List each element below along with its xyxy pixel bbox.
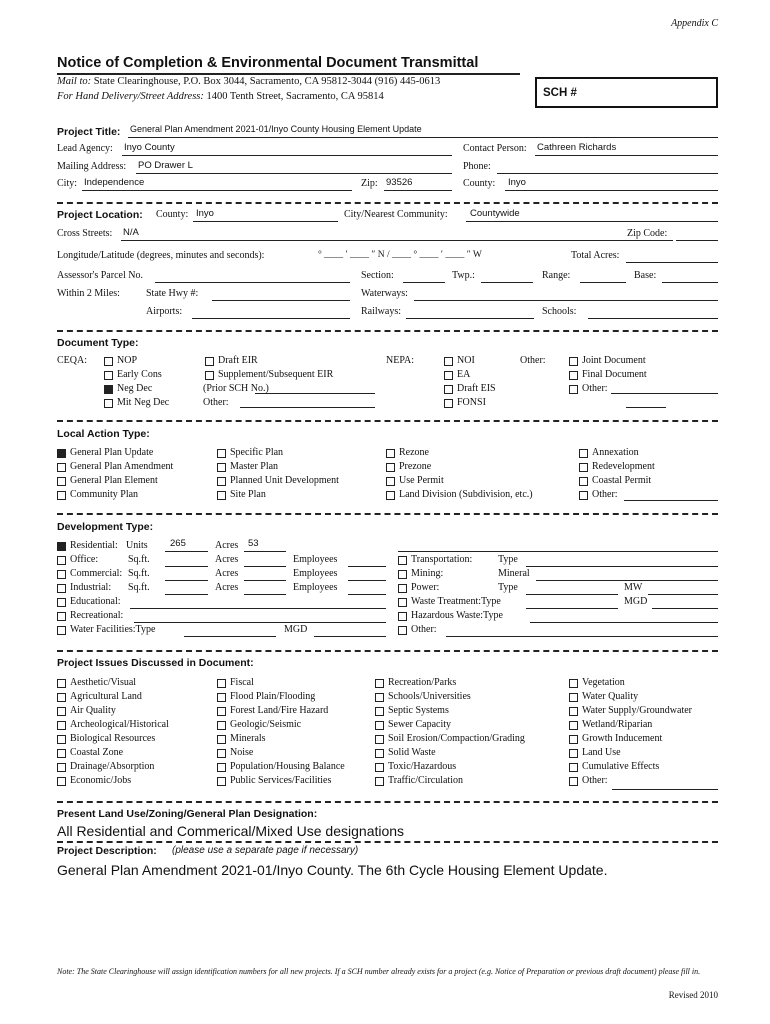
issue-public-services-facilities-checkbox[interactable] — [217, 777, 226, 786]
power-mw-label: MW — [624, 582, 643, 593]
issue-solid-waste-label: Solid Waste — [388, 747, 436, 758]
local-general-plan-update-checkbox[interactable] — [57, 449, 66, 458]
hwy-label: State Hwy #: — [146, 288, 199, 299]
units-value[interactable]: 265 — [170, 538, 186, 549]
development-type-label: Development Type: — [57, 521, 154, 533]
local-site-plan-label: Site Plan — [230, 489, 266, 500]
issue-population-housing-balance-label: Population/Housing Balance — [230, 761, 345, 772]
nepa-noi-checkbox[interactable] — [444, 357, 453, 366]
dev-office-employees-label: Employees — [293, 554, 338, 565]
dev-industrial-checkbox[interactable] — [57, 584, 66, 593]
revised-label: Revised 2010 — [668, 990, 718, 1000]
nepa-noi-label: NOI — [457, 355, 475, 366]
city-label: City: — [57, 178, 78, 189]
ceqa-other-label: Other: — [203, 397, 229, 408]
issue-land-use-checkbox[interactable] — [569, 749, 578, 758]
issue-vegetation-label: Vegetation — [582, 677, 625, 688]
dev-water-facilities-type-label: Water Facilities:Type — [70, 624, 156, 635]
issue-air-quality-label: Air Quality — [70, 705, 116, 716]
local-general-plan-element-label: General Plan Element — [70, 475, 158, 486]
issue-fiscal-checkbox[interactable] — [217, 679, 226, 688]
dev-educational-checkbox[interactable] — [57, 598, 66, 607]
water-mgd-label: MGD — [284, 624, 308, 635]
hand-delivery-label: For Hand Delivery/Street Address: — [57, 91, 204, 102]
dev-industrial-sqft-label: Sq.ft. — [128, 582, 150, 593]
issue-biological-resources-label: Biological Resources — [70, 733, 156, 744]
local-use-permit-label: Use Permit — [399, 475, 444, 486]
nepa-label: NEPA: — [386, 355, 414, 366]
issue-water-quality-label: Water Quality — [582, 691, 639, 702]
total-acres-label: Total Acres: — [571, 250, 620, 261]
ceqa-label: CEQA: — [57, 355, 87, 366]
project-title-value[interactable]: General Plan Amendment 2021-01/Inyo County Housing Element Update — [130, 124, 422, 134]
description-note: (please use a separate page if necessary) — [172, 845, 359, 856]
issues-label: Project Issues Discussed in Document: — [57, 657, 254, 669]
ceqa-prior-sch-no-label: (Prior SCH No.) — [203, 383, 269, 394]
issue-public-services-facilities-label: Public Services/Facilities — [230, 775, 332, 786]
mail-to-line — [57, 76, 440, 87]
issue-solid-waste-checkbox[interactable] — [375, 749, 384, 758]
local-specific-plan-checkbox[interactable] — [217, 449, 226, 458]
lat-long-marks[interactable]: ° ____ ′ ____ ″ N / ____ ° ____ ′ ____ ″ W — [318, 250, 482, 260]
issue-sewer-capacity-label: Sewer Capacity — [388, 719, 452, 730]
loc-county-value[interactable]: Inyo — [196, 208, 214, 219]
issue-water-supply-groundwater-label: Water Supply/Groundwater — [582, 705, 692, 716]
dev-office-sqft-label: Sq.ft. — [128, 554, 150, 565]
document-type-label: Document Type: — [57, 337, 139, 349]
issue-cumulative-effects-checkbox[interactable] — [569, 763, 578, 772]
local-land-division-subdivision-etc-checkbox[interactable] — [386, 491, 395, 500]
local-redevelopment-checkbox[interactable] — [579, 463, 588, 472]
description-label: Project Description: — [57, 845, 157, 857]
local-site-plan-checkbox[interactable] — [217, 491, 226, 500]
local-other-label: Other: — [592, 489, 618, 500]
dev-commercial-label: Commercial: — [70, 568, 123, 579]
cross-streets-value[interactable]: N/A — [123, 227, 139, 238]
local-master-plan-checkbox[interactable] — [217, 463, 226, 472]
issue-agricultural-land-checkbox[interactable] — [57, 693, 66, 702]
issue-air-quality-checkbox[interactable] — [57, 707, 66, 716]
lat-long-label: Longitude/Latitude (degrees, minutes and seconds): — [57, 250, 265, 261]
issue-agricultural-land-label: Agricultural Land — [70, 691, 142, 702]
dev-industrial-label: Industrial: — [70, 582, 112, 593]
local-annexation-checkbox[interactable] — [579, 449, 588, 458]
within-miles-label: Within 2 Miles: — [57, 288, 120, 299]
doc-other-final-document-label: Final Document — [582, 369, 647, 380]
issue-other-checkbox[interactable] — [569, 777, 578, 786]
local-prezone-label: Prezone — [399, 461, 432, 472]
issue-growth-inducement-checkbox[interactable] — [569, 735, 578, 744]
issue-toxic-hazardous-label: Toxic/Hazardous — [388, 761, 457, 772]
ceqa-early-cons-label: Early Cons — [117, 369, 162, 380]
issue-biological-resources-checkbox[interactable] — [57, 735, 66, 744]
dev-transportation-checkbox[interactable] — [398, 556, 407, 565]
ceqa-draft-eir-checkbox[interactable] — [205, 357, 214, 366]
doc-other-final-document-checkbox[interactable] — [569, 371, 578, 380]
local-general-plan-amendment-checkbox[interactable] — [57, 463, 66, 472]
mail-to-label: Mail to: — [57, 76, 92, 87]
zip-value[interactable]: 93526 — [386, 177, 413, 188]
dev-transportation-label: Transportation: — [411, 554, 473, 565]
residential-checkbox[interactable] — [57, 542, 66, 551]
community-label: City/Nearest Community: — [344, 209, 448, 220]
transportation-type-label: Type — [498, 554, 518, 565]
local-planned-unit-development-label: Planned Unit Development — [230, 475, 339, 486]
nepa-fonsi-label: FONSI — [457, 397, 486, 408]
local-specific-plan-label: Specific Plan — [230, 447, 284, 458]
power-type-label: Type — [498, 582, 518, 593]
airports-label: Airports: — [146, 306, 183, 317]
issue-schools-universities-label: Schools/Universities — [388, 691, 471, 702]
dev-office-checkbox[interactable] — [57, 556, 66, 565]
ceqa-mit-neg-dec-checkbox[interactable] — [104, 399, 113, 408]
dev-commercial-sqft-label: Sq.ft. — [128, 568, 150, 579]
ceqa-nop-checkbox[interactable] — [104, 357, 113, 366]
issue-septic-systems-checkbox[interactable] — [375, 707, 384, 716]
contact-label: Contact Person: — [463, 143, 527, 154]
description-value[interactable]: General Plan Amendment 2021-01/Inyo County. The 6th Cycle Housing Element Update. — [57, 862, 608, 878]
issue-geologic-seismic-checkbox[interactable] — [217, 721, 226, 730]
land-use-value[interactable]: All Residential and Commerical/Mixed Use designations — [57, 823, 405, 839]
issue-drainage-absorption-checkbox[interactable] — [57, 763, 66, 772]
ceqa-nop-label: NOP — [117, 355, 138, 366]
issue-geologic-seismic-label: Geologic/Seismic — [230, 719, 302, 730]
sch-number-box[interactable] — [535, 77, 718, 108]
section-label: Section: — [361, 270, 394, 281]
dev-industrial-employees-label: Employees — [293, 582, 338, 593]
project-location-label: Project Location: — [57, 209, 143, 221]
issue-fiscal-label: Fiscal — [230, 677, 254, 688]
issue-toxic-hazardous-checkbox[interactable] — [375, 763, 384, 772]
dev-office-label: Office: — [70, 554, 99, 565]
waterways-label: Waterways: — [361, 288, 408, 299]
dev-mining-checkbox[interactable] — [398, 570, 407, 579]
issue-coastal-zone-label: Coastal Zone — [70, 747, 124, 758]
appendix-label: Appendix C — [671, 18, 718, 29]
ceqa-neg-dec-checkbox[interactable] — [104, 385, 113, 394]
issue-flood-plain-flooding-label: Flood Plain/Flooding — [230, 691, 316, 702]
issue-noise-label: Noise — [230, 747, 254, 758]
issue-water-supply-groundwater-checkbox[interactable] — [569, 707, 578, 716]
dev-commercial-employees-label: Employees — [293, 568, 338, 579]
lead-agency-value[interactable]: Inyo County — [124, 142, 175, 153]
local-general-plan-update-label: General Plan Update — [70, 447, 154, 458]
waste-mgd-label: MGD — [624, 596, 648, 607]
local-community-plan-label: Community Plan — [70, 489, 139, 500]
dev-commercial-checkbox[interactable] — [57, 570, 66, 579]
local-use-permit-checkbox[interactable] — [386, 477, 395, 486]
schools-label: Schools: — [542, 306, 577, 317]
dev-other-label: Other: — [411, 624, 437, 635]
issue-flood-plain-flooding-checkbox[interactable] — [217, 693, 226, 702]
hand-delivery-address: 1400 Tenth Street, Sacramento, CA 95814 — [206, 91, 384, 102]
issue-wetland-riparian-label: Wetland/Riparian — [582, 719, 653, 730]
issue-cumulative-effects-label: Cumulative Effects — [582, 761, 660, 772]
issue-other-label: Other: — [582, 775, 608, 786]
dev-educational-label: Educational: — [70, 596, 121, 607]
county-label: County: — [463, 178, 496, 189]
ceqa-draft-eir-label: Draft EIR — [218, 355, 258, 366]
city-value[interactable]: Independence — [84, 177, 145, 188]
issue-archeological-historical-checkbox[interactable] — [57, 721, 66, 730]
dev-other-checkbox[interactable] — [398, 626, 407, 635]
issue-vegetation-checkbox[interactable] — [569, 679, 578, 688]
cross-streets-label: Cross Streets: — [57, 228, 113, 239]
footer-note: Note: The State Clearinghouse will assign identification numbers for all new projects. If a SCH number already exists for a project (e.g. Notice of Preparation or previous draft document) please fill in. — [57, 967, 701, 976]
issue-septic-systems-label: Septic Systems — [388, 705, 449, 716]
hand-delivery-line — [57, 91, 384, 102]
dev-hazardous-waste-type-label: Hazardous Waste:Type — [411, 610, 503, 621]
dev-recreational-checkbox[interactable] — [57, 612, 66, 621]
issue-soil-erosion-compaction-grading-label: Soil Erosion/Compaction/Grading — [388, 733, 525, 744]
dev-commercial-acres-label: Acres — [215, 568, 239, 579]
local-rezone-label: Rezone — [399, 447, 429, 458]
issue-land-use-label: Land Use — [582, 747, 621, 758]
base-label: Base: — [634, 270, 657, 281]
issue-minerals-label: Minerals — [230, 733, 266, 744]
zip-label: Zip: — [361, 178, 378, 189]
local-redevelopment-label: Redevelopment — [592, 461, 655, 472]
mailing-label: Mailing Address: — [57, 161, 127, 172]
ceqa-supplement-subsequent-eir-checkbox[interactable] — [205, 371, 214, 380]
nepa-ea-label: EA — [457, 369, 471, 380]
dev-industrial-acres-label: Acres — [215, 582, 239, 593]
local-land-division-subdivision-etc-label: Land Division (Subdivision, etc.) — [399, 489, 533, 500]
doc-other-joint-document-label: Joint Document — [582, 355, 646, 366]
phone-label: Phone: — [463, 161, 491, 172]
mailing-value[interactable]: PO Drawer L — [138, 160, 193, 171]
form-title: Notice of Completion & Environmental Document Transmittal — [57, 55, 479, 71]
local-other-checkbox[interactable] — [579, 491, 588, 500]
local-general-plan-amendment-label: General Plan Amendment — [70, 461, 174, 472]
units-label: Units — [126, 540, 148, 551]
zip-code-label: Zip Code: — [627, 228, 668, 239]
issue-wetland-riparian-checkbox[interactable] — [569, 721, 578, 730]
project-title-label: Project Title: — [57, 126, 121, 138]
issue-sewer-capacity-checkbox[interactable] — [375, 721, 384, 730]
issue-drainage-absorption-label: Drainage/Absorption — [70, 761, 155, 772]
contact-value[interactable]: Cathreen Richards — [537, 142, 617, 153]
issue-coastal-zone-checkbox[interactable] — [57, 749, 66, 758]
issue-growth-inducement-label: Growth Inducement — [582, 733, 663, 744]
issue-forest-land-fire-hazard-checkbox[interactable] — [217, 707, 226, 716]
issue-forest-land-fire-hazard-label: Forest Land/Fire Hazard — [230, 705, 329, 716]
local-annexation-label: Annexation — [592, 447, 639, 458]
residential-label: Residential: — [70, 540, 118, 551]
issue-recreation-parks-checkbox[interactable] — [375, 679, 384, 688]
nepa-ea-checkbox[interactable] — [444, 371, 453, 380]
doc-other-joint-document-checkbox[interactable] — [569, 357, 578, 366]
issue-aesthetic-visual-label: Aesthetic/Visual — [70, 677, 137, 688]
dev-recreational-label: Recreational: — [70, 610, 124, 621]
issue-economic-jobs-label: Economic/Jobs — [70, 775, 132, 786]
range-label: Range: — [542, 270, 571, 281]
dev-water-facilities-type-checkbox[interactable] — [57, 626, 66, 635]
issue-economic-jobs-checkbox[interactable] — [57, 777, 66, 786]
dev-hazardous-waste-type-checkbox[interactable] — [398, 612, 407, 621]
ceqa-early-cons-checkbox[interactable] — [104, 371, 113, 380]
issue-minerals-checkbox[interactable] — [217, 735, 226, 744]
ceqa-supplement-subsequent-eir-label: Supplement/Subsequent EIR — [218, 369, 334, 380]
issue-population-housing-balance-checkbox[interactable] — [217, 763, 226, 772]
issue-traffic-circulation-label: Traffic/Circulation — [388, 775, 463, 786]
local-general-plan-element-checkbox[interactable] — [57, 477, 66, 486]
dev-waste-treatment-type-checkbox[interactable] — [398, 598, 407, 607]
issue-recreation-parks-label: Recreation/Parks — [388, 677, 457, 688]
dev-mining-label: Mining: — [411, 568, 444, 579]
lead-agency-label: Lead Agency: — [57, 143, 113, 154]
doc-other-other-checkbox[interactable] — [569, 385, 578, 394]
railways-label: Railways: — [361, 306, 401, 317]
land-use-label: Present Land Use/Zoning/General Plan Designation: — [57, 808, 318, 820]
dev-power-checkbox[interactable] — [398, 584, 407, 593]
issue-archeological-historical-label: Archeological/Historical — [70, 719, 169, 730]
issue-traffic-circulation-checkbox[interactable] — [375, 777, 384, 786]
local-coastal-permit-label: Coastal Permit — [592, 475, 652, 486]
issue-soil-erosion-compaction-grading-checkbox[interactable] — [375, 735, 384, 744]
doc-other-other-label: Other: — [582, 383, 608, 394]
mail-to-address: State Clearinghouse, P.O. Box 3044, Sacramento, CA 95812-3044 (916) 445-0613 — [93, 76, 441, 87]
parcel-label: Assessor's Parcel No. — [57, 270, 143, 281]
res-acres-label: Acres — [215, 540, 239, 551]
ceqa-mit-neg-dec-label: Mit Neg Dec — [117, 397, 170, 408]
dev-office-acres-label: Acres — [215, 554, 239, 565]
local-rezone-checkbox[interactable] — [386, 449, 395, 458]
loc-county-label: County: — [156, 209, 189, 220]
twp-label: Twp.: — [452, 270, 475, 281]
nepa-draft-eis-label: Draft EIS — [457, 383, 496, 394]
sch-label: SCH # — [543, 87, 577, 99]
issue-water-quality-checkbox[interactable] — [569, 693, 578, 702]
issue-aesthetic-visual-checkbox[interactable] — [57, 679, 66, 688]
community-value[interactable]: Countywide — [470, 208, 520, 219]
nepa-draft-eis-checkbox[interactable] — [444, 385, 453, 394]
issue-noise-checkbox[interactable] — [217, 749, 226, 758]
res-acres-value[interactable]: 53 — [248, 538, 259, 549]
local-prezone-checkbox[interactable] — [386, 463, 395, 472]
local-planned-unit-development-checkbox[interactable] — [217, 477, 226, 486]
county-value[interactable]: Inyo — [508, 177, 526, 188]
dev-power-label: Power: — [411, 582, 440, 593]
issue-schools-universities-checkbox[interactable] — [375, 693, 384, 702]
nepa-fonsi-checkbox[interactable] — [444, 399, 453, 408]
local-coastal-permit-checkbox[interactable] — [579, 477, 588, 486]
local-community-plan-checkbox[interactable] — [57, 491, 66, 500]
local-master-plan-label: Master Plan — [230, 461, 279, 472]
doc-other-label: Other: — [520, 355, 546, 366]
mining-mineral-label: Mineral — [498, 568, 530, 579]
local-action-label: Local Action Type: — [57, 428, 150, 440]
dev-waste-treatment-type-label: Waste Treatment:Type — [411, 596, 501, 607]
ceqa-neg-dec-label: Neg Dec — [117, 383, 153, 394]
